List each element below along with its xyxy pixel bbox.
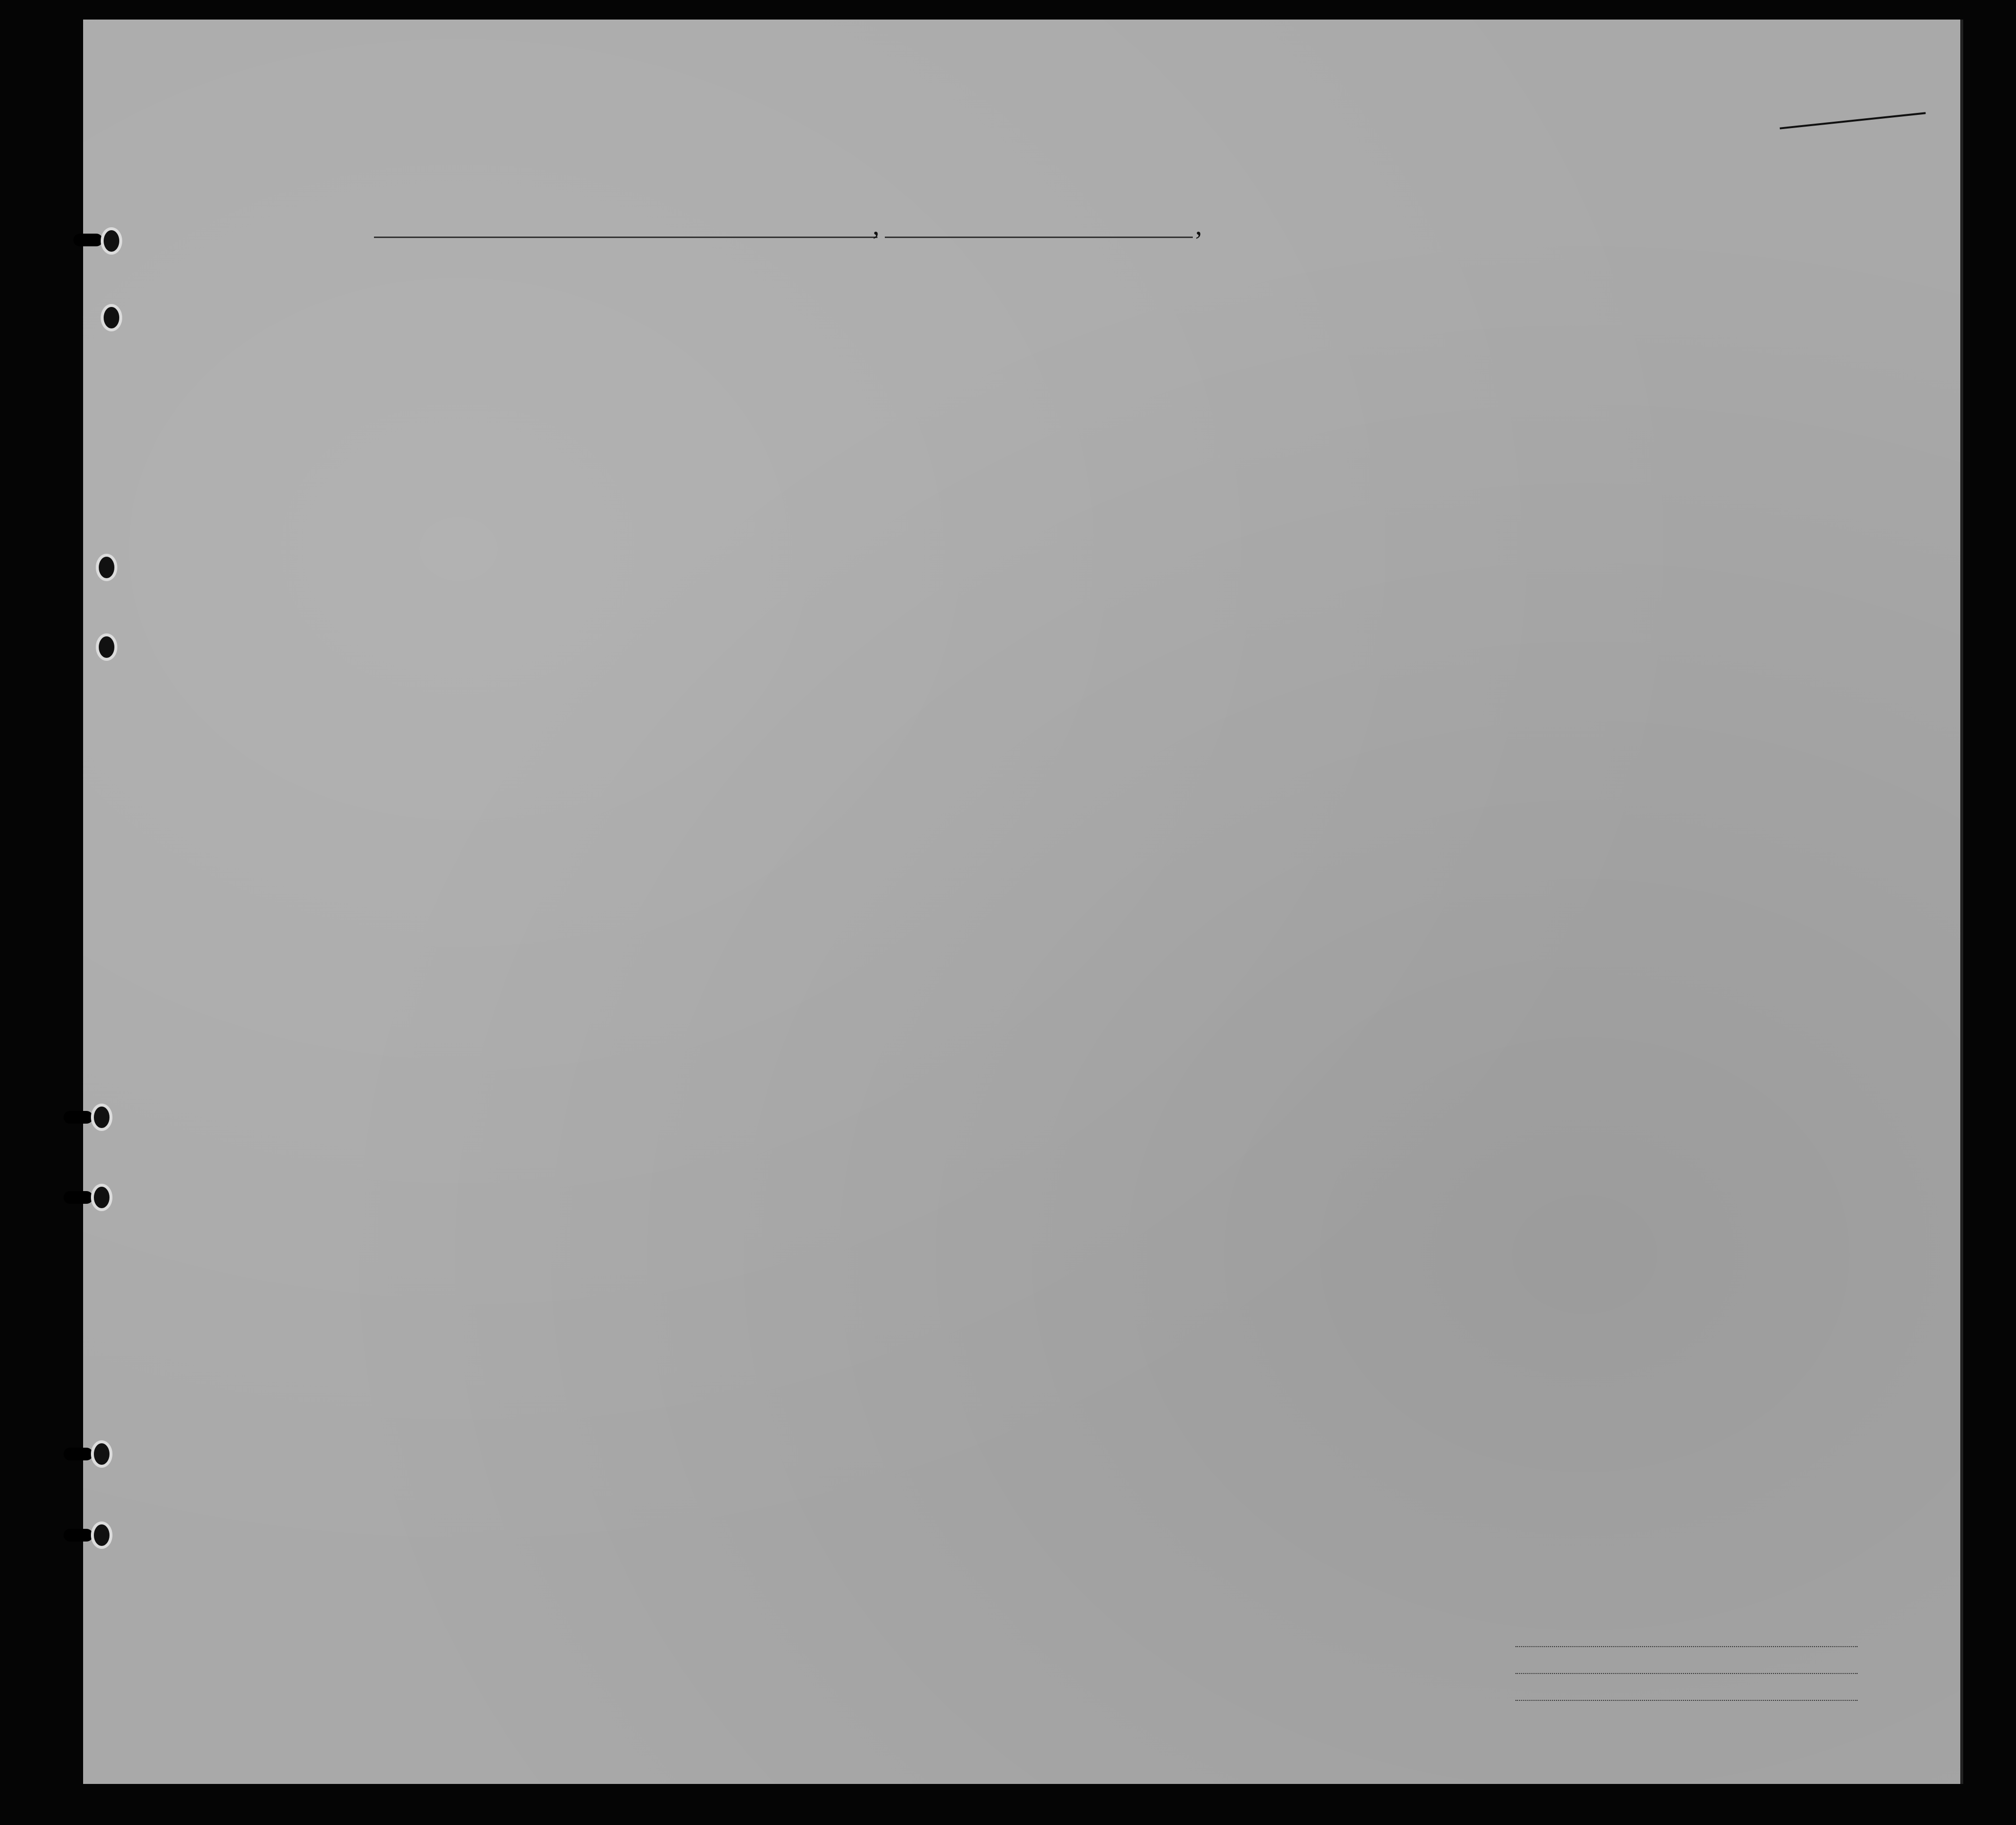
- line-field: [1515, 1646, 1858, 1647]
- comma: ,: [873, 211, 879, 241]
- owners-field: [1515, 1673, 1858, 1674]
- comma: ,: [1195, 211, 1202, 241]
- local-agents-field: [1515, 1700, 1858, 1701]
